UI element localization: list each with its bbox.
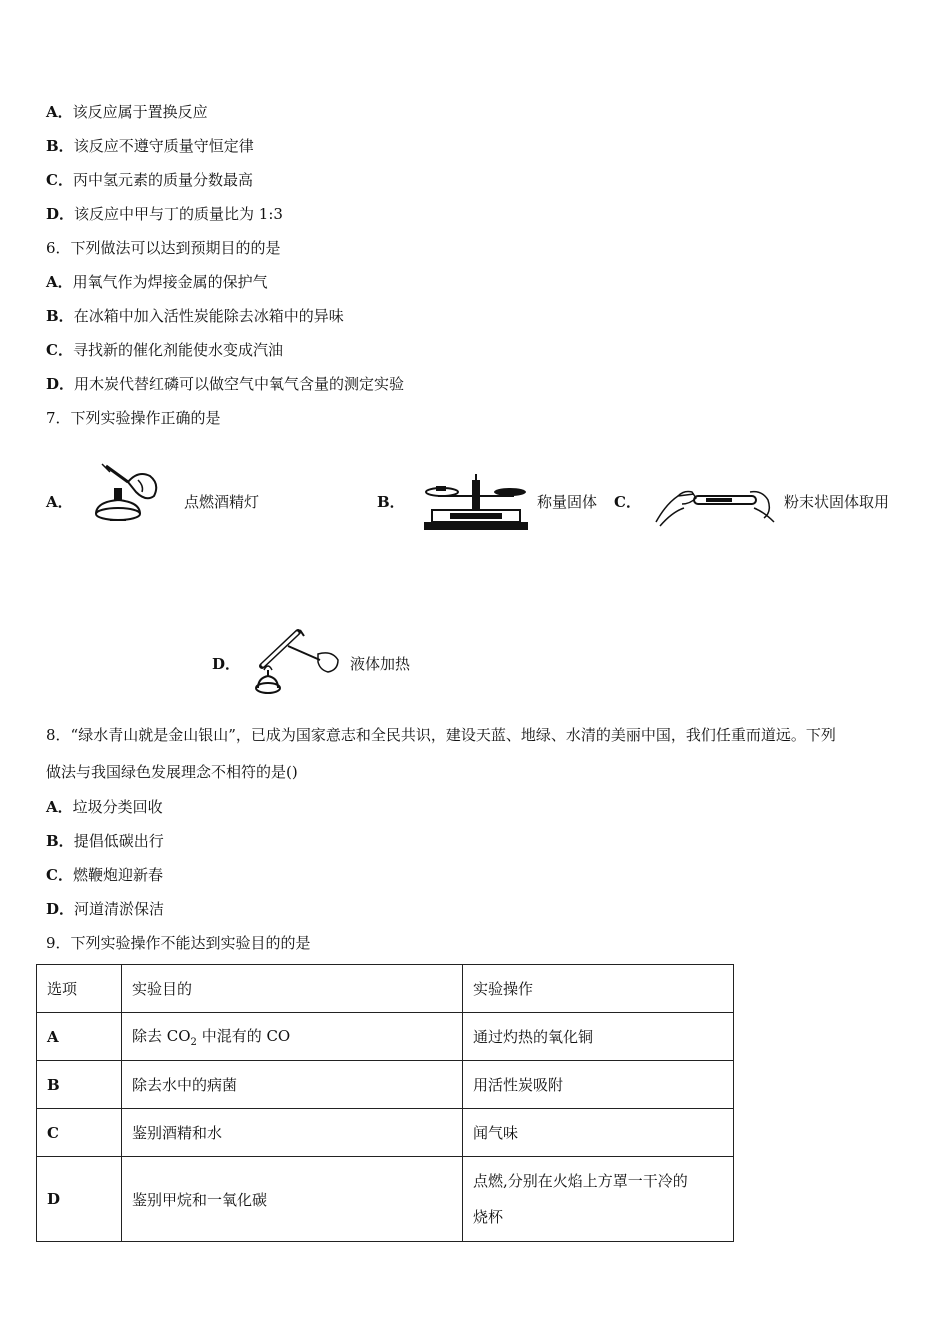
q9-stem: 9．下列实验操作不能达到实验目的的是 — [46, 934, 311, 952]
alcohol-lamp-lighting-icon — [88, 462, 168, 532]
q8-option-d: D．河道清淤保洁 — [46, 900, 165, 918]
row-b-goal: 除去水中的病菌 — [122, 1061, 463, 1109]
q9-table — [36, 964, 734, 1242]
q5-option-c: C．丙中氢元素的质量分数最高 — [46, 171, 253, 189]
row-c-goal: 鉴别酒精和水 — [122, 1109, 463, 1157]
q7-option-b-label: B． — [377, 493, 405, 511]
table-row — [37, 1061, 734, 1109]
row-b-operation: 用活性炭吸附 — [463, 1061, 734, 1109]
q8-stem-line-2: 做法与我国绿色发展理念不相符的是() — [46, 763, 298, 781]
table-row — [37, 1013, 734, 1061]
balance-scale-icon — [420, 470, 532, 532]
row-c-operation: 闻气味 — [463, 1109, 734, 1157]
test-tube-heating-icon — [248, 626, 344, 698]
q7-option-a-caption: 点燃酒精灯 — [184, 493, 260, 511]
row-c-option: C — [37, 1109, 122, 1157]
header-option: 选项 — [37, 965, 122, 1013]
q8-option-b: B．提倡低碳出行 — [46, 832, 164, 850]
q8-stem-line-1: 8．“绿水青山就是金山银山”，已成为国家意志和全民共识，建设天蓝、地绿、水清的美丽中国，我们任重而道远。下列 — [46, 726, 836, 744]
header-goal: 实验目的 — [122, 965, 463, 1013]
row-a-option: A — [37, 1013, 122, 1061]
q7-option-a-label: A． — [46, 493, 73, 511]
q7-option-c-caption: 粉末状固体取用 — [784, 493, 890, 511]
q6-option-d: D．用木炭代替红磷可以做空气中氧气含量的测定实验 — [46, 375, 405, 393]
row-d-operation: 点燃,分别在火焰上方罩一干冷的 烧杯 — [463, 1157, 734, 1242]
row-b-option: B — [37, 1061, 122, 1109]
q8-option-a: A．垃圾分类回收 — [46, 798, 163, 816]
test-tube-powder-icon — [654, 482, 776, 528]
q6-option-a: A．用氧气作为焊接金属的保护气 — [46, 273, 268, 291]
q7-option-d-label: D． — [212, 655, 241, 673]
q6-stem: 6．下列做法可以达到预期目的的是 — [46, 239, 281, 257]
table-row — [37, 1157, 734, 1242]
header-operation: 实验操作 — [463, 965, 734, 1013]
table-header-row — [37, 965, 734, 1013]
q6-option-b: B．在冰箱中加入活性炭能除去冰箱中的异味 — [46, 307, 344, 325]
q7-stem: 7．下列实验操作正确的是 — [46, 409, 221, 427]
row-d-goal: 鉴别甲烷和一氧化碳 — [122, 1157, 463, 1242]
q5-option-b: B．该反应不遵守质量守恒定律 — [46, 137, 254, 155]
row-a-goal: 除去 $CO_2$ 中混有的 CO — [122, 1013, 463, 1061]
q8-option-c: C．燃鞭炮迎新春 — [46, 866, 163, 884]
q7-option-b-caption: 称量固体 — [537, 493, 598, 511]
q6-option-c: C．寻找新的催化剂能使水变成汽油 — [46, 341, 283, 359]
table-row — [37, 1109, 734, 1157]
q5-option-d: D．该反应中甲与丁的质量比为 1:3 — [46, 205, 283, 223]
q7-option-d-caption: 液体加热 — [350, 655, 411, 673]
q5-option-a: A．该反应属于置换反应 — [46, 103, 208, 121]
q7-option-c-label: C． — [614, 493, 641, 511]
row-a-operation: 通过灼热的氧化铜 — [463, 1013, 734, 1061]
row-d-option: D — [37, 1157, 122, 1242]
